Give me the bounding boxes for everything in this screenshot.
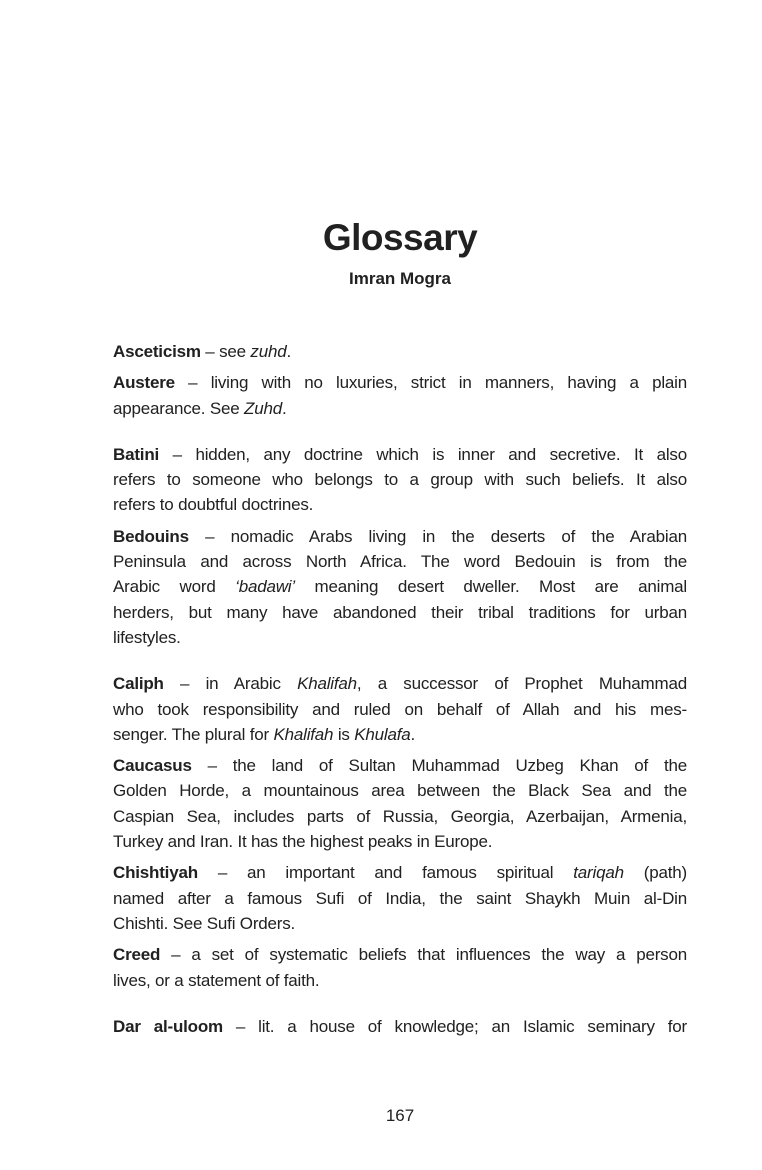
glossary-entry-line [113, 524, 687, 549]
glossary-entry-line [113, 942, 687, 967]
glossary-entry [113, 860, 687, 936]
glossary-entry [113, 753, 687, 854]
glossary-text: appearance. See [113, 398, 245, 418]
glossary-entry-line [113, 339, 687, 364]
glossary-entry-line [113, 722, 687, 747]
glossary-text: Khulafa [354, 724, 411, 744]
glossary-text: Khalifah [273, 724, 334, 744]
glossary-text: who took responsibility and ruled on behalf of Allah and his mes- [113, 699, 687, 719]
glossary-text: – the land of Sultan Muhammad Uzbeg Khan of the [191, 756, 687, 776]
glossary-text: – living with no luxuries, strict in manners, having a plain [174, 373, 687, 393]
glossary-text: (path) [623, 863, 687, 883]
glossary-entry-line [113, 442, 687, 467]
glossary-entry [113, 339, 687, 364]
glossary-entry-line [113, 549, 687, 574]
glossary-text: Caspian Sea, includes parts of Russia, Georgia, Azerbaijan, Armenia, [113, 806, 687, 826]
glossary-entry-line [113, 1014, 687, 1039]
glossary-text: Golden Horde, a mountainous area between the Black Sea and the [113, 781, 687, 801]
glossary-entry [113, 942, 687, 993]
glossary-text: . [286, 342, 292, 361]
glossary-entry-line [113, 753, 687, 778]
glossary-text: lifestyles. [113, 627, 181, 647]
glossary-entry-line [113, 804, 687, 829]
glossary-term: Bedouins [113, 526, 189, 546]
glossary-text: refers to someone who belongs to a group with such beliefs. It also [113, 470, 687, 490]
glossary-text: . [281, 398, 287, 418]
glossary-text: zuhd [250, 342, 287, 361]
glossary-text: – see [200, 342, 251, 361]
glossary-term: Creed [113, 945, 161, 965]
glossary-entry-line [113, 600, 687, 625]
glossary-text: Zuhd [244, 398, 282, 418]
glossary-entry-line [113, 829, 687, 854]
glossary-text: – in Arabic [163, 674, 298, 694]
glossary-entry-line [113, 467, 687, 492]
glossary-text: Arabic word [113, 577, 236, 597]
glossary-entry-line [113, 860, 687, 885]
glossary-text: – a set of systematic beliefs that influences the way a person [160, 945, 687, 965]
glossary-term: Chishtiyah [113, 863, 198, 883]
glossary-entry [113, 442, 687, 518]
glossary-term: Batini [113, 444, 160, 464]
glossary-text: . [410, 724, 416, 744]
glossary-text: – lit. a house of knowledge; an Islamic seminary for [222, 1016, 687, 1036]
glossary-term: Austere [113, 373, 175, 393]
glossary-entry-line [113, 911, 687, 936]
glossary-entry-line [113, 778, 687, 803]
glossary-entry-line [113, 671, 687, 696]
page-title: Glossary [322, 217, 478, 258]
glossary-text: is [333, 724, 355, 744]
glossary-text: named after a famous Sufi of India, the saint Shaykh Muin al-Din [113, 888, 687, 908]
glossary-entry-line [113, 574, 687, 599]
glossary-term: Dar al-uloom [113, 1016, 223, 1036]
glossary-entry [113, 671, 687, 747]
glossary-text: herders, but many have abandoned their tribal traditions for urban [113, 602, 687, 622]
glossary-text: – hidden, any doctrine which is inner and secretive. It also [159, 444, 687, 464]
glossary-entry [113, 1014, 687, 1039]
glossary-text: – nomadic Arabs living in the deserts of the Arabian [188, 526, 687, 546]
glossary-entry-line [113, 492, 687, 517]
glossary-entry-line [113, 396, 687, 421]
glossary-text: Turkey and Iran. It has the highest peaks in Europe. [113, 832, 493, 852]
glossary-entry [113, 370, 687, 421]
glossary-entry-line [113, 625, 687, 650]
glossary-entry-line [113, 370, 687, 395]
glossary-text: – an important and famous spiritual [197, 863, 574, 883]
glossary-entry-line [113, 697, 687, 722]
page-subtitle: Imran Mogra [348, 269, 452, 288]
page-number: 167 [385, 1106, 415, 1125]
glossary-text: Khalifah [297, 674, 357, 694]
glossary-term: Caucasus [113, 756, 192, 776]
glossary-text: senger. The plural for [113, 724, 274, 744]
glossary-term: Caliph [113, 674, 164, 694]
glossary-text: refers to doubtful doctrines. [113, 495, 314, 515]
glossary-entry [113, 524, 687, 650]
glossary-text: lives, or a statement of faith. [113, 970, 320, 990]
glossary-entries [113, 339, 687, 1039]
glossary-text: tariqah [573, 863, 624, 883]
glossary-text: ‘badawi’ [235, 577, 295, 597]
glossary-entry-line [113, 968, 687, 993]
glossary-entry-line [113, 886, 687, 911]
glossary-text: Chishti. See Sufi Orders. [113, 913, 296, 933]
glossary-text: , a successor of Prophet Muhammad [356, 674, 687, 694]
glossary-term: Asceticism [113, 342, 201, 361]
glossary-text: Peninsula and across North Africa. The word Bedouin is from the [113, 552, 687, 572]
glossary-text: meaning desert dweller. Most are animal [294, 577, 687, 597]
